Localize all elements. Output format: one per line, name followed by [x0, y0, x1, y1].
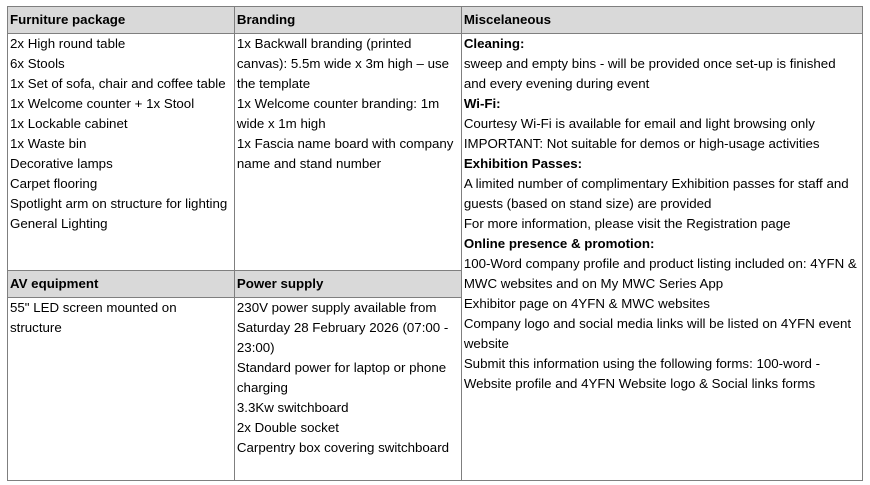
list-item: Exhibitor page on 4YFN & MWC websites: [463, 296, 710, 311]
list-item: 2x High round table: [10, 36, 126, 51]
passes-heading: Exhibition Passes:: [463, 156, 583, 171]
wifi-heading: Wi-Fi:: [463, 96, 501, 111]
list-item: A limited number of complimentary Exhibition passes for staff and guests (based on stand size) are provided: [463, 176, 849, 211]
list-item: Decorative lamps: [10, 156, 113, 171]
list-item: 6x Stools: [10, 56, 65, 71]
power-cell: [234, 298, 461, 481]
list-item: 1x Set of sofa, chair and coffee table: [10, 76, 226, 91]
list-item: 1x Welcome counter + 1x Stool: [10, 96, 195, 111]
furniture-header: Furniture package: [8, 7, 235, 34]
list-item: 55" LED screen mounted on structure: [10, 300, 177, 335]
list-item: Carpet flooring: [10, 176, 98, 191]
branding-header: Branding: [234, 7, 461, 34]
list-item: 1x Waste bin: [10, 136, 87, 151]
list-item: 3.3Kw switchboard: [236, 400, 349, 415]
list-item: For more information, please visit the Registration page: [463, 216, 791, 231]
list-item: Standard power for laptop or phone charging: [236, 360, 447, 395]
stand-package-table: [7, 6, 863, 481]
list-item: 2x Double socket: [236, 420, 339, 435]
furniture-cell: [8, 34, 235, 271]
list-item: Spotlight arm on structure for lighting: [10, 196, 228, 211]
list-item: Submit this information using the following forms: 100-word - Website profile and 4YFN Website logo & Social links forms: [463, 356, 821, 391]
list-item: General Lighting: [10, 216, 108, 231]
list-item: Company logo and social media links will be listed on 4YFN event website: [463, 316, 852, 351]
list-item: 1x Backwall branding (printed canvas): 5.5m wide x 3m high – use the template: [236, 36, 450, 91]
list-item: sweep and empty bins - will be provided once set-up is finished and every evening during event: [463, 56, 836, 91]
list-item: 1x Welcome counter branding: 1m wide x 1m high: [236, 96, 440, 131]
branding-cell: [234, 34, 461, 271]
list-item: 1x Fascia name board with company name and stand number: [236, 136, 454, 171]
list-item: 100-Word company profile and product listing included on: 4YFN & MWC websites and on My MWC Series App: [463, 256, 857, 291]
list-item: 1x Lockable cabinet: [10, 116, 128, 131]
misc-cell: [461, 34, 862, 481]
list-item: Courtesy Wi-Fi is available for email and light browsing only: [463, 116, 815, 131]
list-item: Carpentry box covering switchboard: [236, 440, 450, 455]
misc-header: Miscelaneous: [461, 7, 862, 34]
av-header: AV equipment: [8, 271, 235, 298]
list-item: 230V power supply available from Saturday 28 February 2026 (07:00 - 23:00): [236, 300, 449, 355]
av-cell: [8, 298, 235, 481]
online-heading: Online presence & promotion:: [463, 236, 655, 251]
power-header: Power supply: [234, 271, 461, 298]
cleaning-heading: Cleaning:: [463, 36, 525, 51]
list-item: IMPORTANT: Not suitable for demos or high-usage activities: [463, 136, 820, 151]
